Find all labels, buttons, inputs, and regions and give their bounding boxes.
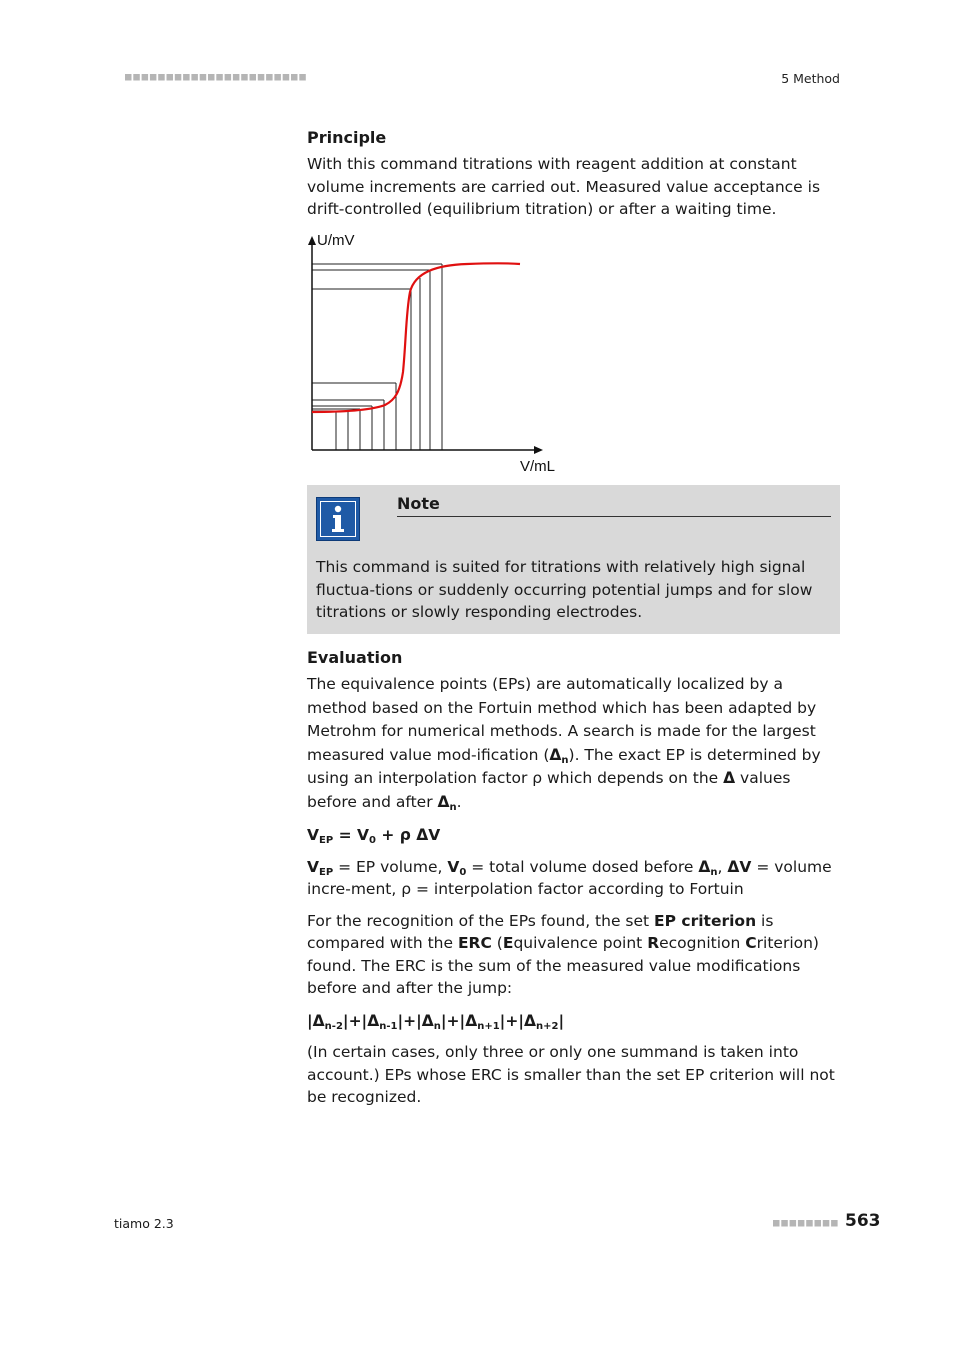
ep-volume-formula: $V_{EP} = V_0 + \rho$ ΔV: [307, 826, 441, 846]
formula-definitions: $V_{EP}$ = EP volume, $V_0$ = total volume dosed before $\Delta_n$, ΔV = volume incre-ment, ρ = interpolation factor according to Fortuin: [307, 857, 832, 898]
erc-sum-formula: $|\Delta_{n-2}|+|\Delta_{n-1}|+|\Delta_n|+|\Delta_{n+1}|+|\Delta_{n+2}|$: [307, 1011, 565, 1032]
info-icon: [316, 497, 360, 541]
page-number: 563: [845, 1211, 881, 1231]
header-decoration: [125, 73, 307, 82]
titration-curve-figure: [307, 232, 567, 475]
footer-product: tiamo 2.3: [114, 1216, 174, 1231]
titration-curve: [312, 263, 520, 412]
principle-text: With this command titrations with reagent addition at constant volume increments are carried out. Measured value acceptance is drift-controlled (equilibrium titration) or after a waiting time.: [307, 155, 821, 218]
y-axis-arrow: [308, 236, 316, 245]
closing-paragraph: (In certain cases, only three or only one summand is taken into account.) EPs whose ERC is smaller than the set EP criterion will not be recognized.: [307, 1043, 835, 1106]
erc-paragraph: For the recognition of the EPs found, the set EP criterion is compared with the ERC (Equivalence point Recognition Criterion) found. The ERC is the sum of the measured value modifications before and after the jump:: [307, 911, 819, 997]
principle-heading: Principle: [307, 128, 387, 147]
note-title: Note: [397, 494, 831, 517]
volume-increment-lines: [312, 264, 442, 450]
note-box: [307, 485, 840, 634]
y-axis-label: U/mV: [317, 232, 355, 249]
evaluation-heading: Evaluation: [307, 648, 403, 667]
x-axis-label: V/mL: [520, 458, 556, 475]
footer-decoration: [773, 1219, 840, 1228]
x-axis-arrow: [534, 446, 543, 454]
principle-section: [307, 128, 842, 221]
header-section-title: 5 Method: [781, 71, 840, 86]
evaluation-paragraph: The equivalence points (EPs) are automatically localized by a method based on the Fortuin method which has been adapted by Metrohm for numerical methods. A search is made for the largest measured value mod-ification $(\Delta_n)$. The exact EP is determined by using an interpolation factor ρ which depends on the Δ values before and after $\Delta_n$.: [307, 675, 821, 813]
evaluation-section: [307, 648, 842, 1109]
note-text: This command is suited for titrations with relatively high signal fluctua-tions or suddenly occurring potential jumps and for slow titrations or slowly responding electrodes.: [316, 558, 813, 621]
